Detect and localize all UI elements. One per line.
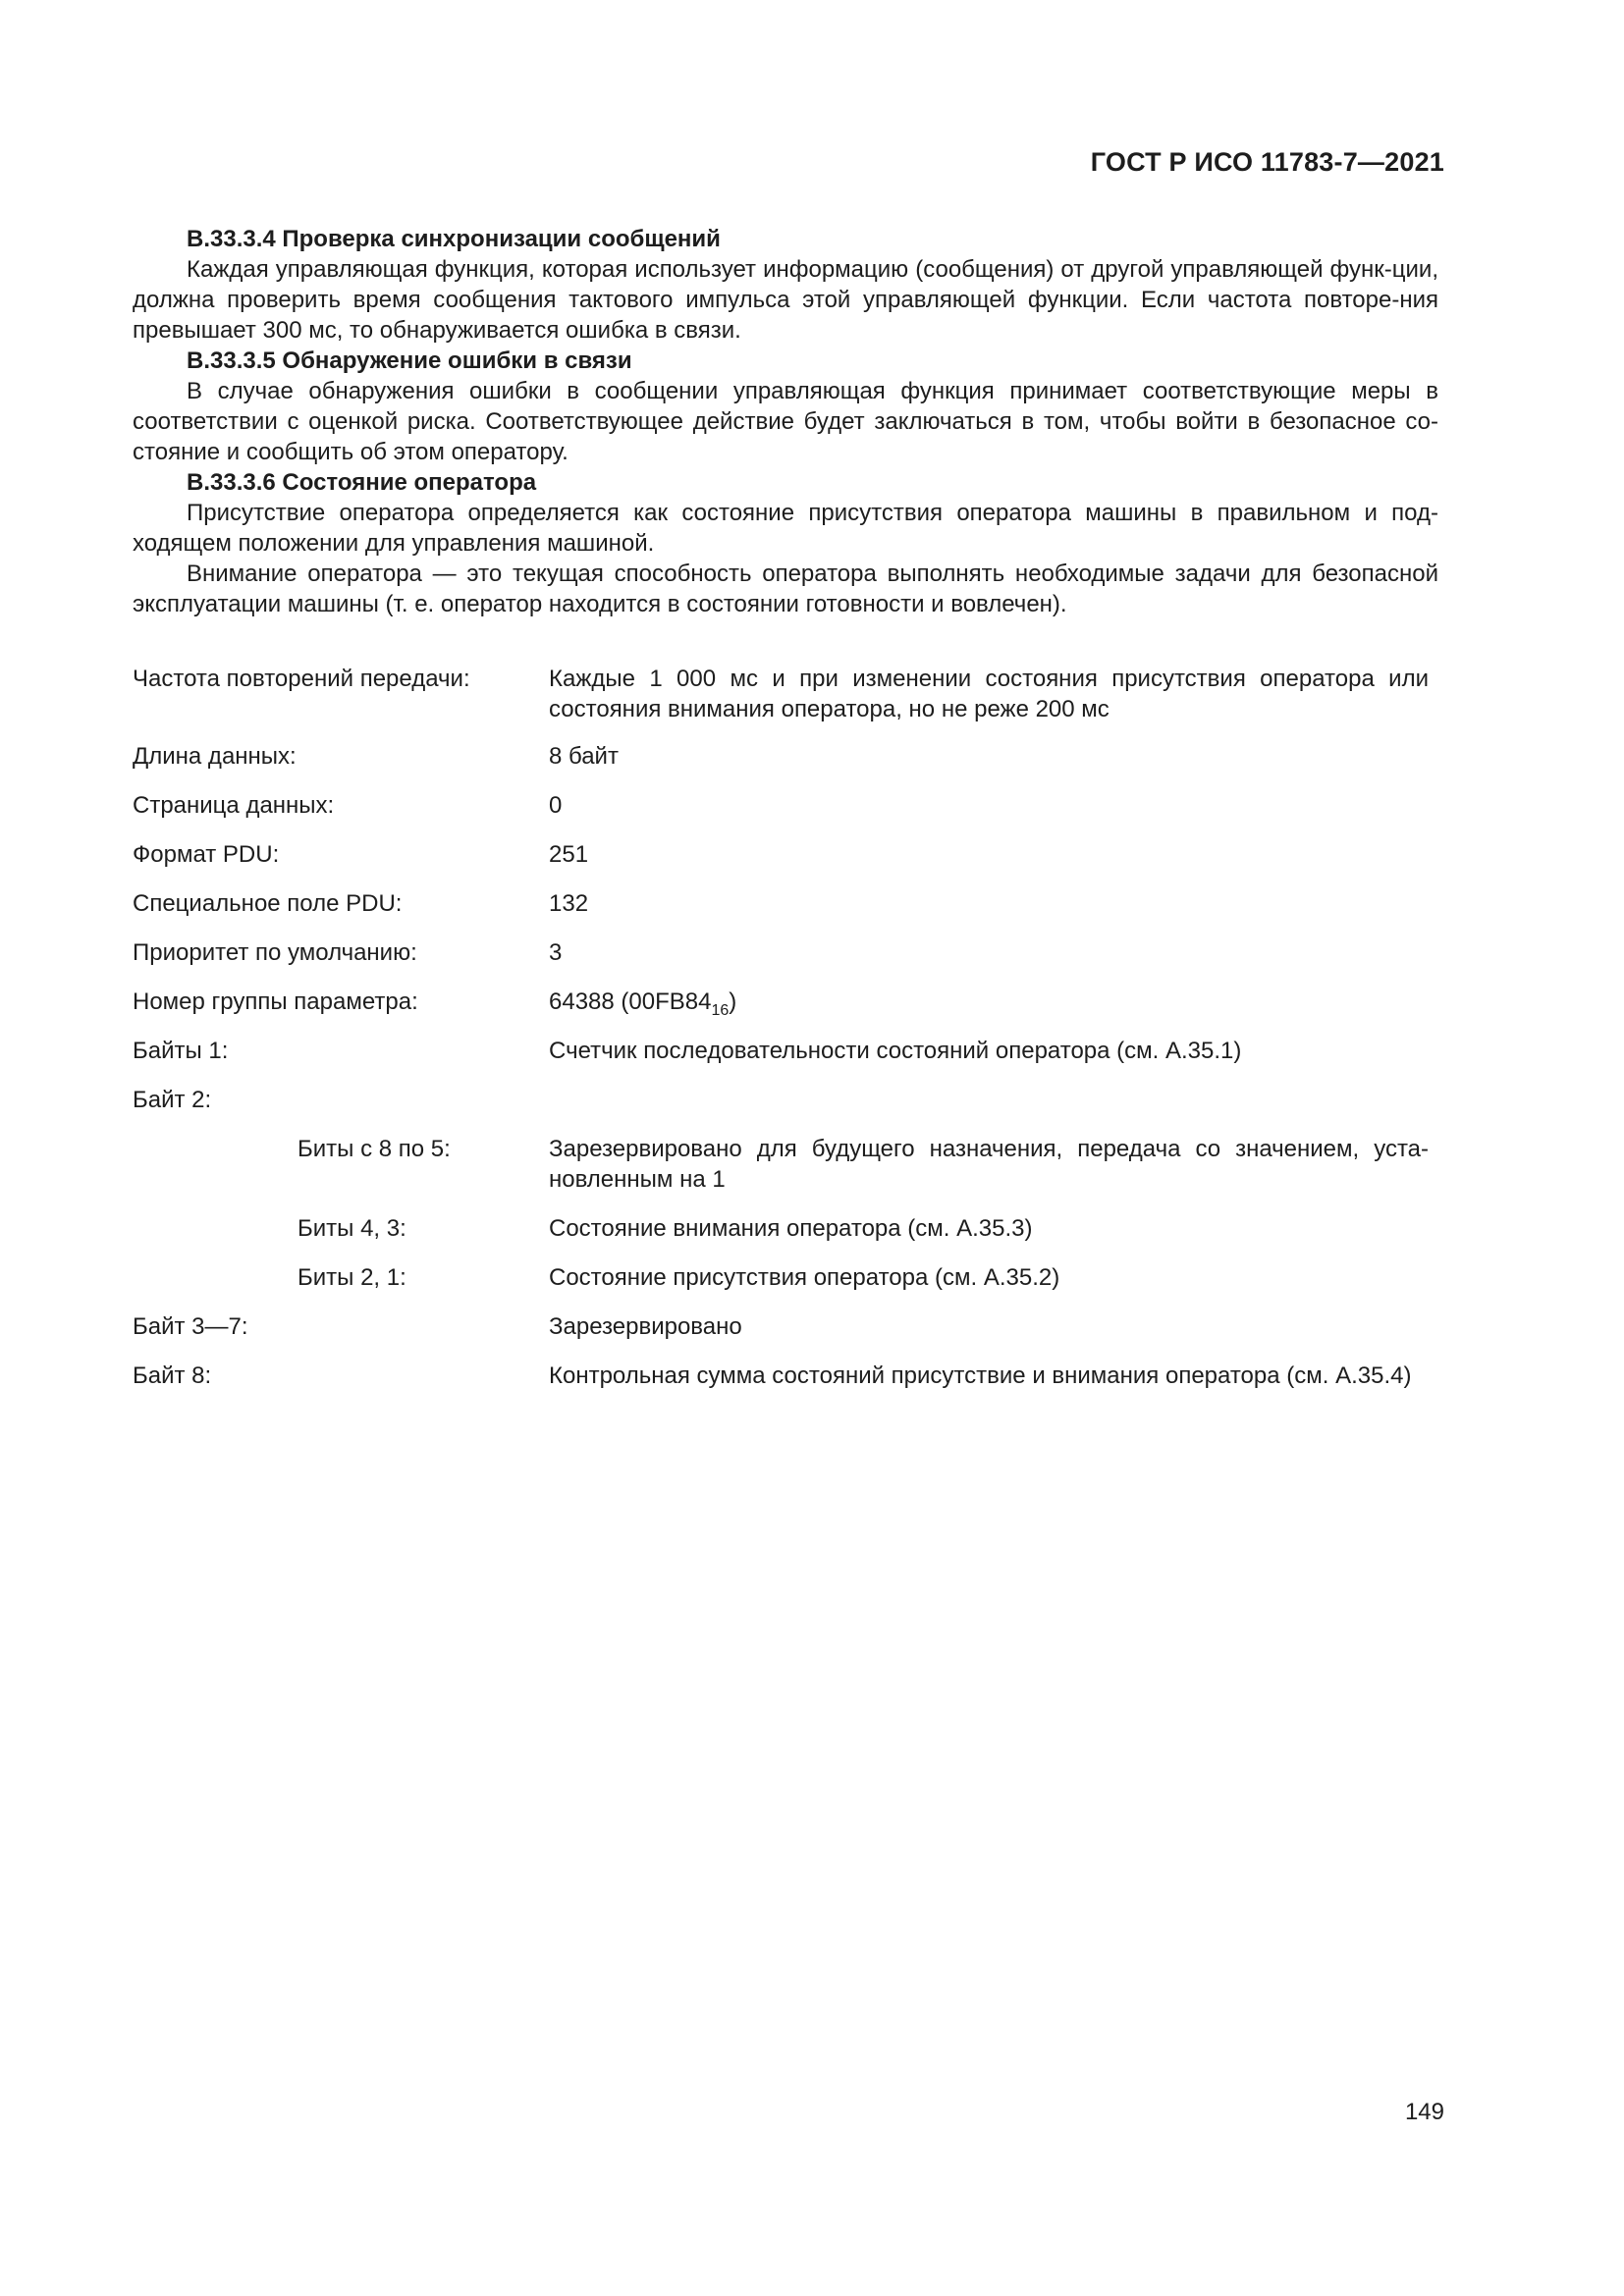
- param-label: Байт 2:: [133, 1087, 212, 1113]
- param-sublabel: Биты 4, 3:: [298, 1215, 406, 1242]
- document-code-header: ГОСТ Р ИСО 11783-7—2021: [1090, 147, 1444, 177]
- text-body: [133, 224, 1438, 619]
- section-title: B.33.3.4 Проверка синхронизации сообщений: [187, 226, 721, 252]
- param-row: [133, 1134, 1429, 1195]
- param-row: [133, 888, 1429, 919]
- param-label: Номер группы параметра:: [133, 988, 418, 1015]
- page-number: 149: [1404, 2099, 1444, 2125]
- paragraph: Присутствие оператора определяется как состояние присутствия оператора машины в правильном и под-ходящем положении для управления машиной.: [133, 500, 1438, 557]
- paragraph: В случае обнаружения ошибки в сообщении управляющая функция принимает соответствующие меры в соответствии с оценкой риска. Соответствующее действие будет заключаться в том, чтобы войти в безопасное со-стояние и сообщить об этом оператору.: [133, 378, 1438, 465]
- param-label: Длина данных:: [133, 743, 297, 770]
- param-row: [133, 1036, 1429, 1066]
- param-value: Состояние внимания оператора (см. А.35.3): [549, 1215, 1033, 1242]
- param-row: [133, 937, 1429, 968]
- param-label: Специальное поле PDU:: [133, 890, 403, 917]
- section-title: B.33.3.5 Обнаружение ошибки в связи: [187, 347, 632, 374]
- param-row: [133, 1262, 1429, 1293]
- param-label: Страница данных:: [133, 792, 335, 819]
- param-value: Зарезервировано для будущего назначения, передача со значением, уста-новленным на 1: [549, 1136, 1429, 1193]
- param-value: Каждые 1 000 мс и при изменении состояния присутствия оператора или состояния внимания оператора, но не реже 200 мс: [549, 666, 1429, 722]
- param-row: [133, 741, 1429, 772]
- param-row: [133, 1213, 1429, 1244]
- param-label: Байт 8:: [133, 1362, 212, 1389]
- param-value: 3: [549, 939, 563, 966]
- section-title: B.33.3.6 Состояние оператора: [187, 469, 537, 496]
- param-value-close: ): [729, 988, 737, 1015]
- param-row: [133, 790, 1429, 821]
- param-label: Байты 1:: [133, 1038, 229, 1064]
- param-label: Приоритет по умолчанию:: [133, 939, 417, 966]
- param-value: 8 байт: [549, 743, 619, 770]
- paragraph: Каждая управляющая функция, которая использует информацию (сообщения) от другой управляющей функ-ции, должна проверить время сообщения тактового импульса этой управляющей функции. Если частота повторе-ния превышает 300 мс, то обнаруживается ошибка в связи.: [133, 256, 1438, 344]
- parameter-list: [133, 664, 1429, 1391]
- param-value: Контрольная сумма состояний присутствие и внимания оператора (см. А.35.4): [549, 1362, 1412, 1389]
- param-sublabel: Биты 2, 1:: [298, 1264, 406, 1291]
- param-sublabel: Биты с 8 по 5:: [298, 1136, 451, 1162]
- param-row: [133, 1361, 1429, 1391]
- param-value: Зарезервировано: [549, 1313, 742, 1340]
- param-row: [133, 1311, 1429, 1342]
- param-row: [133, 664, 1429, 724]
- param-value: Счетчик последовательности состояний оператора (см. А.35.1): [549, 1038, 1242, 1064]
- param-value: [549, 1085, 1429, 1115]
- param-label: Частота повторений передачи:: [133, 666, 470, 692]
- param-value: [549, 987, 1429, 1017]
- param-value-text: 64388 (00FB84: [549, 988, 712, 1015]
- hex-subscript: 16: [711, 1001, 730, 1019]
- param-row: [133, 1085, 1429, 1115]
- param-value: 251: [549, 841, 589, 868]
- param-value: Состояние присутствия оператора (см. А.35.2): [549, 1264, 1060, 1291]
- param-label: Байт 3—7:: [133, 1313, 248, 1340]
- param-value: 132: [549, 890, 589, 917]
- param-value: 0: [549, 792, 563, 819]
- param-row: [133, 839, 1429, 870]
- paragraph: Внимание оператора — это текущая способность оператора выполнять необходимые задачи для безопасной эксплуатации машины (т. е. оператор находится в состоянии готовности и вовлечен).: [133, 561, 1438, 617]
- param-label: Формат PDU:: [133, 841, 280, 868]
- param-row: [133, 987, 1429, 1017]
